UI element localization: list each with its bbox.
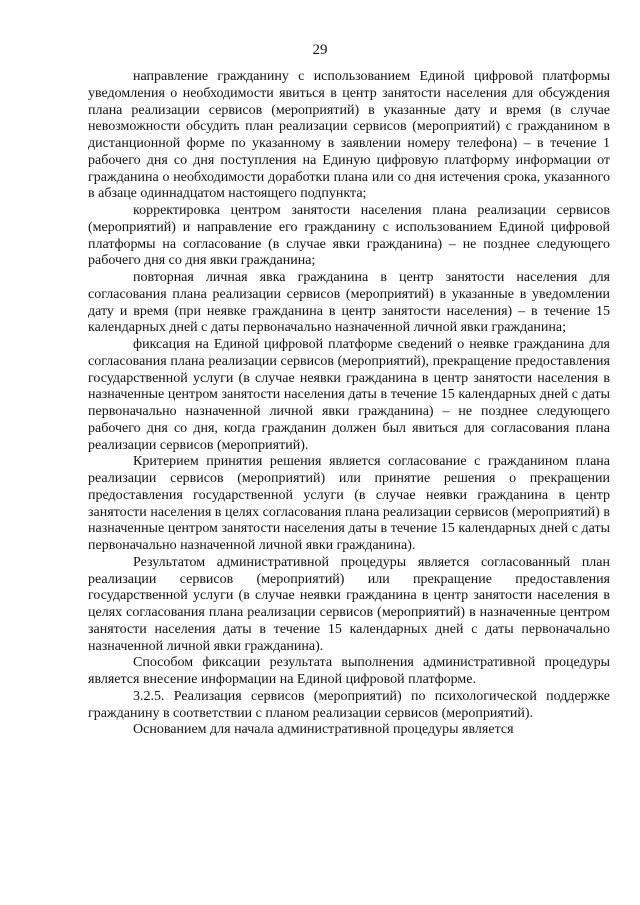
paragraph-procedure-basis: Основанием для начала административной процедуры является	[133, 722, 514, 738]
paragraph-non-appearance-step: фиксация на Единой цифровой платформе сведений о неявке гражданина для согласования плана реализации сервисов (мероприятий), прекращение предоставления государственной услуги (в случае неявки гражданина в центр занятости населения в назначенные центром занятости населения даты в течение 15 календарных дней с даты первоначально назначенной личной явки гражданина) – не позднее следующего рабочего дня со дня, когда гражданин должен был явиться для согласования плана реализации сервисов (мероприятий).	[88, 337, 610, 453]
paragraph-plan-correction-step: корректировка центром занятости населения плана реализации сервисов (мероприятий) и направление его гражданину с использованием Единой цифровой платформы на согласование (в случае явки гражданина) – не позднее следующего рабочего дня со дня явки гражданина;	[88, 203, 610, 269]
paragraph-section-3-2-5: 3.2.5. Реализация сервисов (мероприятий) по психологической поддержке гражданину в соответствии с планом реализации сервисов (мероприятий).	[88, 688, 610, 721]
paragraph-notification-step: направление гражданину с использованием Единой цифровой платформы уведомления о необходимости явиться в центр занятости населения для обсуждения плана реализации сервисов (мероприятий) в указанные дату и время (в случае невозможности обсудить план реализации сервисов (мероприятий) с гражданином в дистанционной форме по указанному в заявлении номеру телефона) – в течение 1 рабочего дня со дня поступления на Единую цифровую платформу информации от гражданина о необходимости доработки плана или со дня истечения срока, указанного в абзаце одиннадцатом настоящего подпункта;	[88, 69, 610, 202]
paragraph-decision-criterion: Критерием принятия решения является согласование с гражданином плана реализации сервисов (мероприятий) или принятие решения о прекращении предоставления государственной услуги (в случае неявки гражданина в центр занятости населения в целях согласования плана реализации сервисов (мероприятий) в назначенные центром занятости населения даты в течение 15 календарных дней с даты первоначально назначенной личной явки гражданина).	[88, 454, 610, 553]
paragraph-procedure-result: Результатом административной процедуры является согласованный план реализации сервисов (мероприятий) или прекращение предоставления государственной услуги (в случае неявки гражданина в центр занятости населения в целях согласования плана реализации сервисов (мероприятий) в назначенные центром занятости населения даты в течение 15 календарных дней с даты первоначально назначенной личной явки гражданина).	[88, 554, 610, 654]
page-number: 29	[312, 42, 328, 58]
paragraph-result-recording: Способом фиксации результата выполнения административной процедуры является внесение информации на Единой цифровой платформе.	[88, 655, 610, 687]
paragraph-repeat-visit-step: повторная личная явка гражданина в центр занятости населения для согласования плана реализации сервисов (мероприятий) в указанные в уведомлении дату и время (при неявке гражданина в центр занятости населения) – в течение 15 календарных дней с даты первоначально назначенной личной явки гражданина;	[88, 270, 610, 336]
body-text	[88, 69, 610, 739]
